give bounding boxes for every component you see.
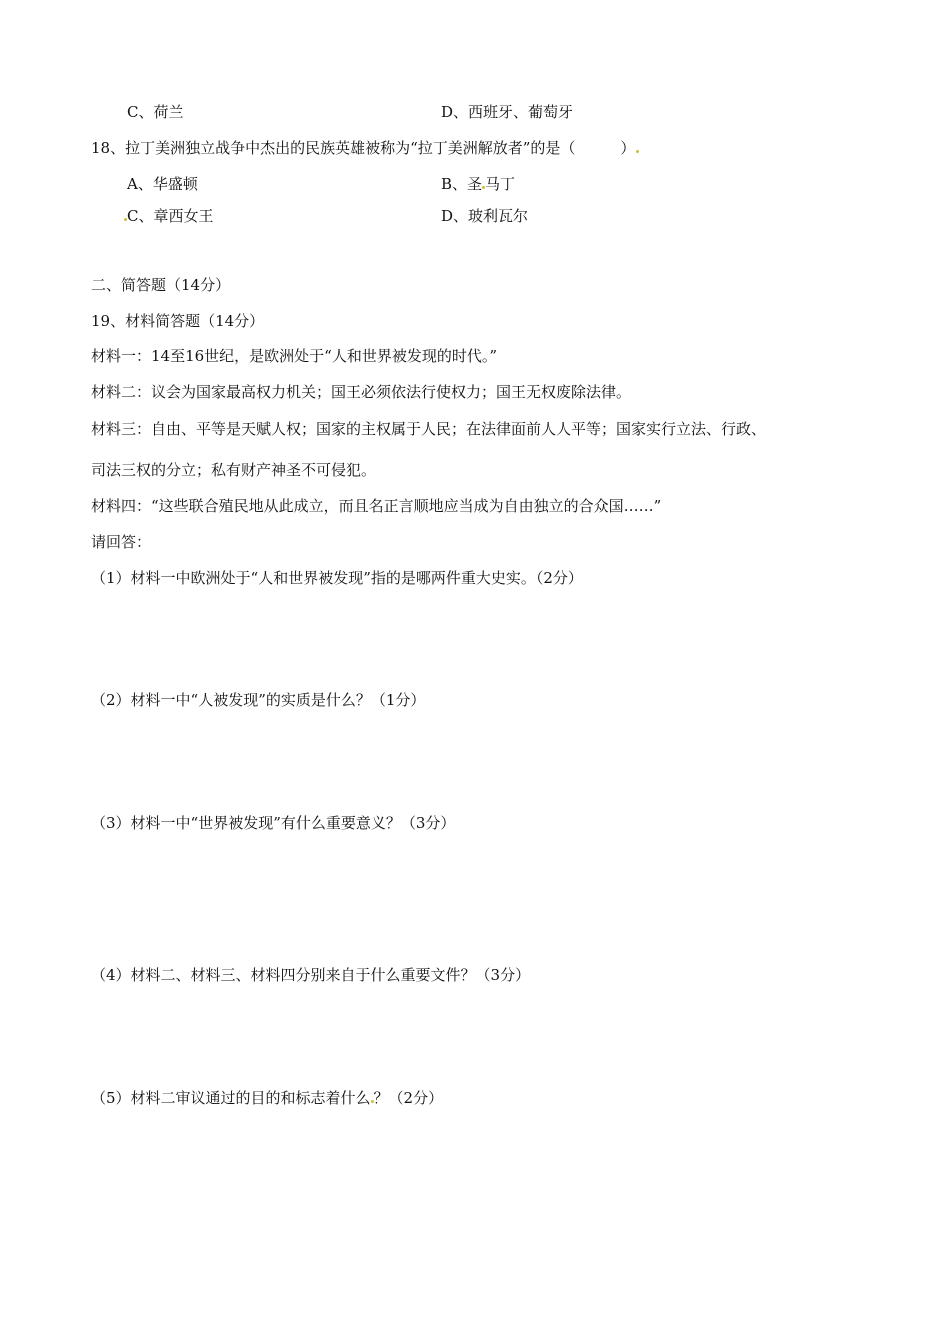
sub-question-2: （2）材料一中“人被发现”的实质是什么？（1分） xyxy=(91,691,426,709)
sub-question-3: （3）材料一中“世界被发现”有什么重要意义？（3分） xyxy=(91,814,456,832)
q18-stem-text: 18、拉丁美洲独立战争中杰出的民族英雄被称为“拉丁美洲解放者”的是（ ） xyxy=(91,139,636,157)
q18-stem xyxy=(91,138,640,158)
material-1: 材料一：14至16世纪，是欧洲处于“人和世界被发现的时代。” xyxy=(91,347,498,365)
q18-option-d: D、玻利瓦尔 xyxy=(441,207,529,225)
q18-option-b-text-1: B、圣 xyxy=(441,175,483,193)
sub-question-5-text-2: ？（2分） xyxy=(373,1089,444,1107)
q18-option-a: A、华盛顿 xyxy=(127,175,198,193)
material-2: 材料二：议会为国家最高权力机关；国王必须依法行使权力；国王无权废除法律。 xyxy=(91,383,632,401)
q18-option-b xyxy=(441,174,515,194)
sub-question-5-text-1: （5）材料二审议通过的目的和标志着什么 xyxy=(91,1089,371,1107)
sub-question-1: （1）材料一中欧洲处于“人和世界被发现”指的是哪两件重大史实。（2分） xyxy=(91,569,583,587)
sub-question-4: （4）材料二、材料三、材料四分别来自于什么重要文件？（3分） xyxy=(91,966,531,984)
q18-option-c-text: C、章西女王 xyxy=(127,207,214,225)
marker-dot xyxy=(636,150,639,153)
q18-option-c xyxy=(124,206,213,226)
material-3-line-2: 司法三权的分立；私有财产神圣不可侵犯。 xyxy=(91,461,377,479)
q18-option-b-text-2: 马丁 xyxy=(485,175,516,193)
material-3-line-1: 材料三：自由、平等是天赋人权；国家的主权属于人民；在法律面前人人平等；国家实行立法、行政、 xyxy=(91,420,767,438)
q17-option-d: D、西班牙、葡萄牙 xyxy=(441,103,574,121)
sub-question-5 xyxy=(91,1088,443,1108)
material-4: 材料四：“这些联合殖民地从此成立，而且名正言顺地应当成为自由独立的合众国……” xyxy=(91,497,662,515)
section-heading: 二、简答题（14分） xyxy=(91,276,231,294)
q19-title: 19、材料简答题（14分） xyxy=(91,312,265,330)
q17-option-c: C、荷兰 xyxy=(127,103,184,121)
answer-prompt: 请回答： xyxy=(91,533,152,551)
